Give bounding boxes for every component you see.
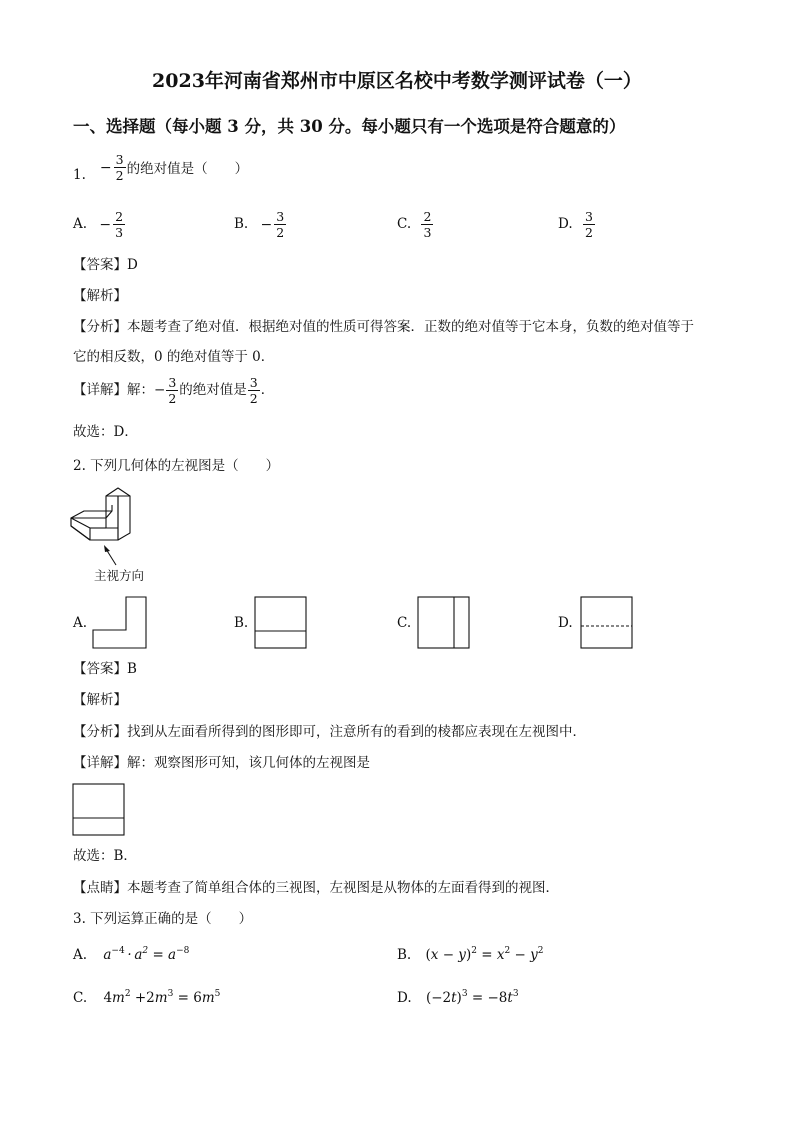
q1-analysis-tag: 【解析】 bbox=[73, 288, 127, 304]
q1-analysis-line2: 它的相反数，0 的绝对值等于 0． bbox=[73, 349, 275, 365]
q2-detail: 【详解】解：观察图形可知，该几何体的左视图是 bbox=[73, 755, 370, 771]
q2-option-c-label[interactable]: C. bbox=[397, 615, 412, 631]
q1-analysis-line1: 【分析】本题考查了绝对值．根据绝对值的性质可得答案．正数的绝对值等于它本身，负数的绝对值等于 bbox=[73, 319, 694, 335]
q1-detail: 【详解】解：− $\frac{3}{2}$ 的绝对值是 $\frac{3}{2}$ ． bbox=[73, 375, 275, 406]
q1-option-a[interactable]: A. − $\frac{2}{3}$ bbox=[73, 209, 124, 240]
q2-answer: 【答案】B bbox=[73, 661, 137, 677]
q1-fraction: $\frac{3}{2}$ bbox=[115, 152, 124, 183]
section-heading: 一、选择题（每小题 3 分，共 30 分。每小题只有一个选项是符合题意的） bbox=[73, 117, 626, 136]
q1-stem: 1. − $\frac{3}{2}$ 的绝对值是（ ） bbox=[73, 152, 249, 183]
q2-option-b-label[interactable]: B. bbox=[234, 615, 249, 631]
q2-stem: 2. 下列几何体的左视图是（ ） bbox=[73, 458, 280, 474]
q3-option-d[interactable]: D. $(-2t)^3 = -8t^3$ bbox=[397, 989, 519, 1006]
q3-option-b[interactable]: B. $(x - y)^2 = x^2 - y^2$ bbox=[397, 946, 544, 963]
q1-option-b[interactable]: B. − $\frac{3}{2}$ bbox=[234, 209, 285, 240]
q1-number: 1. bbox=[73, 167, 86, 183]
exam-title: 2023年河南省郑州市中原区名校中考数学测评试卷（一） bbox=[152, 70, 642, 92]
q2-option-a-figure[interactable] bbox=[92, 596, 148, 650]
q2-analysis: 【分析】找到从左面看所得到的图形即可，注意所有的看到的棱都应表现在左视图中． bbox=[73, 724, 586, 740]
q2-option-d-figure[interactable] bbox=[580, 596, 634, 650]
q2-option-c-figure[interactable] bbox=[417, 596, 471, 650]
q2-option-a-label[interactable]: A. bbox=[73, 615, 88, 631]
q3-stem: 3. 下列运算正确的是（ ） bbox=[73, 911, 253, 927]
q2-analysis-tag: 【解析】 bbox=[73, 692, 127, 708]
q2-option-b-figure[interactable] bbox=[254, 596, 308, 650]
q1-option-d[interactable]: D. $\frac{3}{2}$ bbox=[558, 209, 593, 240]
q1-answer: 【答案】D bbox=[73, 257, 138, 273]
q2-answer-figure bbox=[72, 783, 126, 837]
q3-option-c[interactable]: C. $4m^2 +2m^3 = 6m^5$ bbox=[73, 989, 221, 1006]
q1-option-c[interactable]: C. $\frac{2}{3}$ bbox=[397, 209, 432, 240]
q1-choose: 故选：D． bbox=[73, 424, 138, 440]
q2-comment: 【点睛】本题考查了简单组合体的三视图，左视图是从物体的左面看得到的视图． bbox=[73, 880, 559, 896]
solid-figure bbox=[66, 483, 146, 573]
q2-direction-label: 主视方向 bbox=[94, 568, 145, 583]
q3-option-a[interactable]: A. $a^{-4} \cdot a^2 = a^{-8}$ bbox=[73, 946, 190, 963]
q2-choose: 故选：B． bbox=[73, 848, 137, 864]
q2-option-d-label[interactable]: D. bbox=[558, 615, 573, 631]
